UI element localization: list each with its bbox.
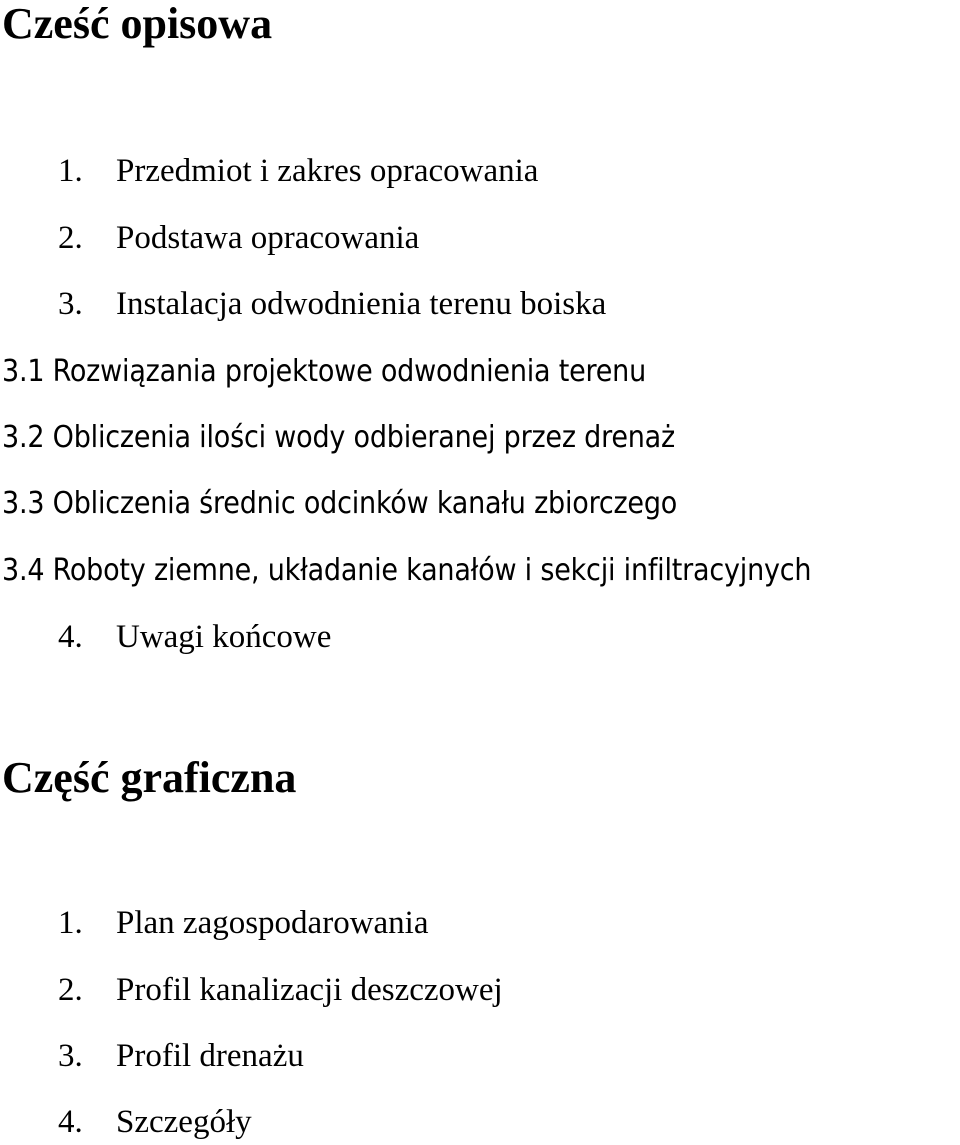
list-item-text: Szczegóły [116, 1104, 252, 1140]
list-item-number: 1. [58, 153, 83, 189]
list-item-number: 4. [58, 619, 83, 655]
list-item-number: 3. [58, 286, 83, 322]
list-item-text: Podstawa opracowania [116, 220, 420, 256]
list-item-number: 3. [58, 1038, 83, 1074]
list-item-text: Uwagi końcowe [116, 619, 332, 655]
subsection-item-3-2: 3.2 Obliczenia ilości wody odbieranej przez drenaż [2, 420, 675, 455]
list-item-number: 2. [58, 220, 83, 256]
subsection-item-3-1: 3.1 Rozwiązania projektowe odwodnienia terenu [2, 354, 646, 389]
section-title-descriptive: Cześć opisowa [2, 0, 273, 48]
subsection-item-3-4: 3.4 Roboty ziemne, układanie kanałów i sekcji infiltracyjnych [2, 553, 812, 588]
list-item-text: Profil drenażu [116, 1038, 304, 1074]
list-item-text: Plan zagospodarowania [116, 905, 429, 941]
list-item-number: 1. [58, 905, 83, 941]
list-item-text: Profil kanalizacji deszczowej [116, 972, 503, 1008]
list-item-text: Przedmiot i zakres opracowania [116, 153, 539, 189]
section-title-graphic: Część graficzna [2, 753, 297, 802]
list-item-number: 2. [58, 972, 83, 1008]
list-item-text: Instalacja odwodnienia terenu boiska [116, 286, 607, 322]
subsection-item-3-3: 3.3 Obliczenia średnic odcinków kanału zbiorczego [2, 486, 678, 521]
list-item-number: 4. [58, 1104, 83, 1140]
